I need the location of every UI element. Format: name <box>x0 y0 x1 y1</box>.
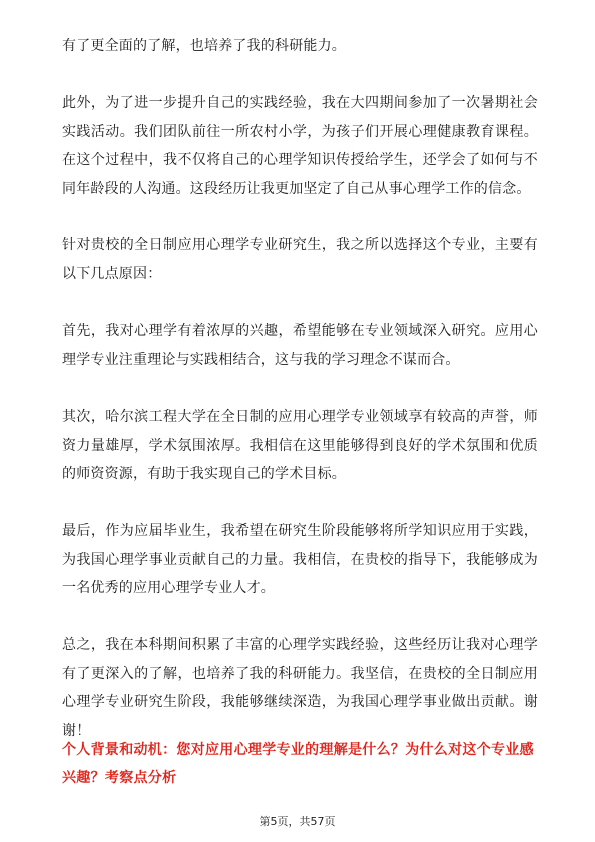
paragraph-continuation: 有了更全面的了解，也培养了我的科研能力。 <box>62 38 346 54</box>
page-number-footer: 第5页，共57页 <box>259 815 336 828</box>
paragraph-conclusion: 总之，我在本科期间积累了丰富的心理学实践经验，这些经历让我对心理学有了更深入的了解，也培养了我的科研能力。我坚信，在贵校的全日制应用心理学专业研究生阶段，我能够继续深造，为我国心理学事业做出贡献。谢谢！ <box>62 637 538 739</box>
paragraph-reason-second: 其次，哈尔滨工程大学在全日制的应用心理学专业领域享有较高的声誉，师资力量雄厚，学术氛围浓厚。我相信在这里能够得到良好的学术氛围和优质的师资资源，有助于我实现自己的学术目标。 <box>62 409 538 482</box>
paragraph-reason-third: 最后，作为应届毕业生，我希望在研究生阶段能够将所学知识应用于实践，为我国心理学事业贡献自己的力量。我相信，在贵校的指导下，我能够成为一名优秀的应用心理学专业人才。 <box>62 523 538 596</box>
section-heading: 个人背景和动机：您对应用心理学专业的理解是什么？为什么对这个专业感兴趣？考察点分析 <box>62 742 534 786</box>
paragraph-summer-practice: 此外，为了进一步提升自己的实践经验，我在大四期间参加了一次暑期社会实践活动。我们团队前往一所农村小学，为孩子们开展心理健康教育课程。在这个过程中，我不仅将自己的心理学知识传授给学生，还学会了如何与不同年龄段的人沟通。这段经历让我更加坚定了自己从事心理学工作的信念。 <box>62 95 538 197</box>
paragraph-reasons-intro: 针对贵校的全日制应用心理学专业研究生，我之所以选择这个专业，主要有以下几点原因： <box>62 237 538 282</box>
paragraph-reason-first: 首先，我对心理学有着浓厚的兴趣，希望能够在专业领域深入研究。应用心理学专业注重理论与实践相结合，这与我的学习理念不谋而合。 <box>62 323 538 368</box>
